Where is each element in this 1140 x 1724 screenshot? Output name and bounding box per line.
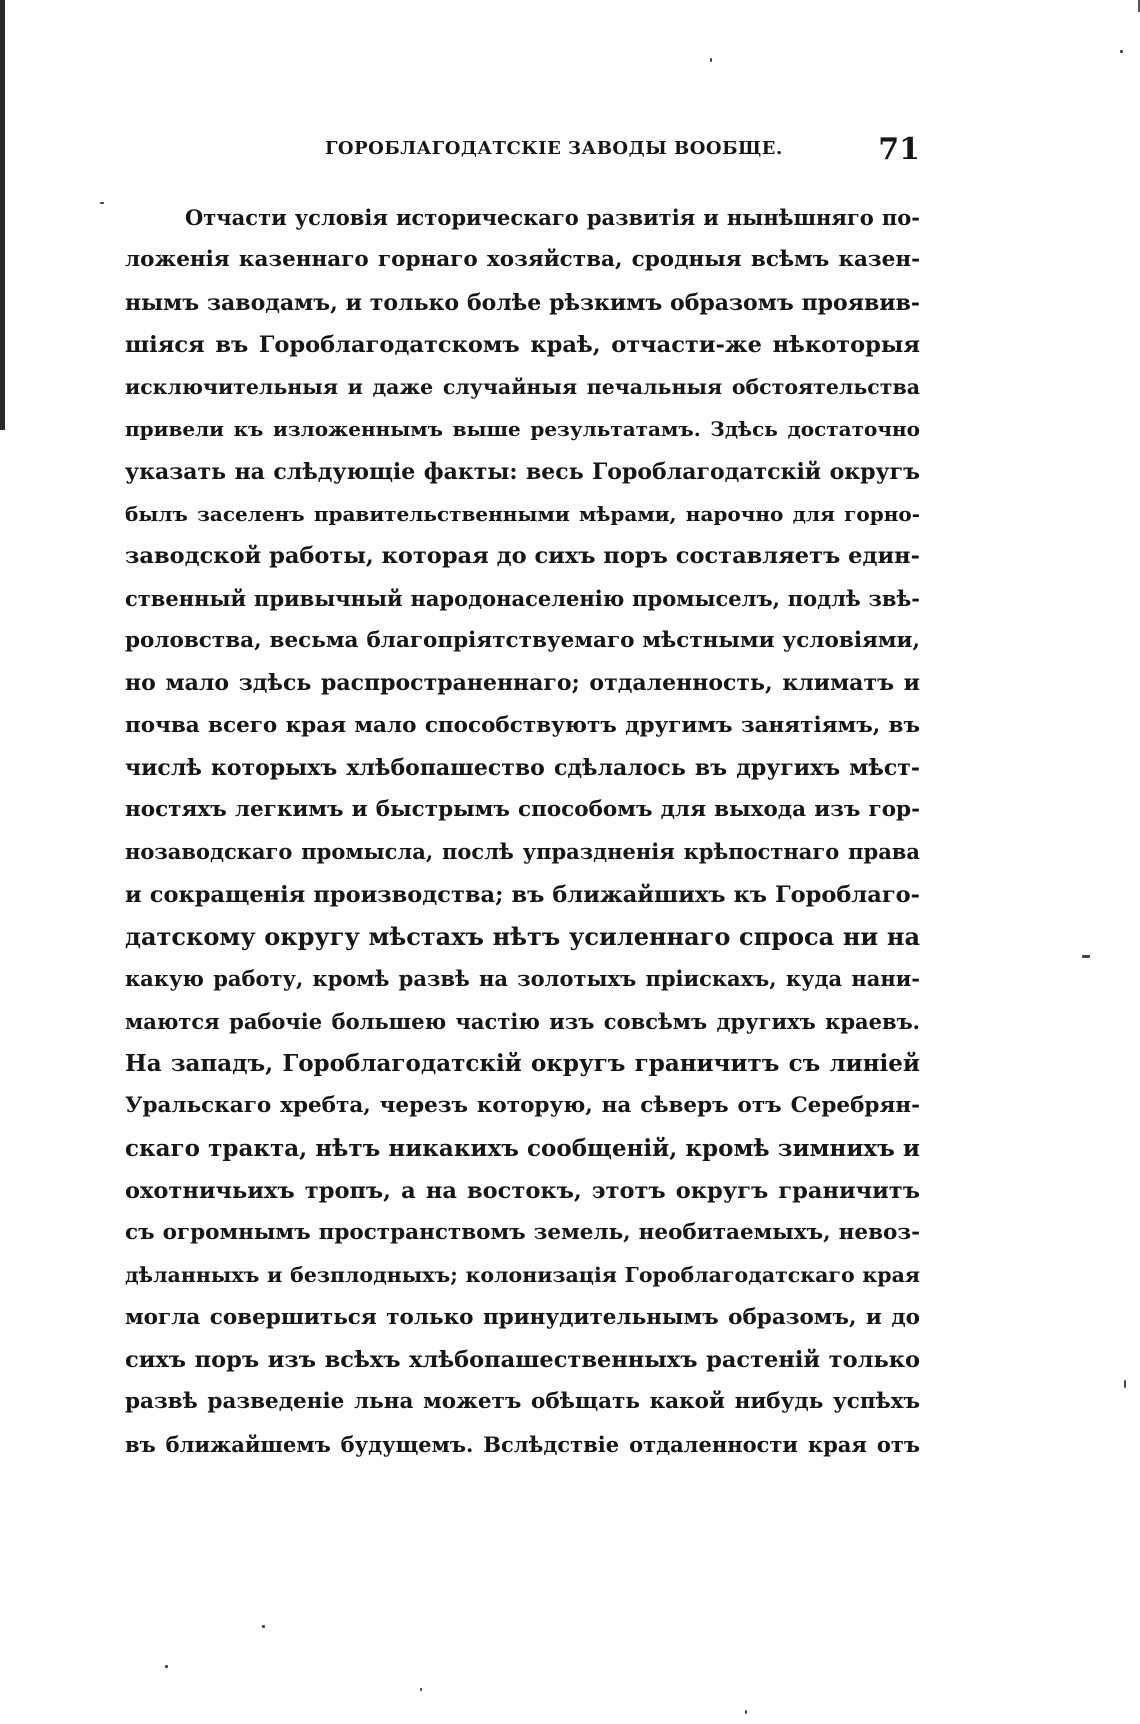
text-line: Уральскаго хребта, черезъ которую, на сѣверъ отъ Серебрян- [125, 1093, 920, 1119]
scan-speck [745, 1710, 747, 1714]
page-binding-edge [0, 0, 5, 430]
text-line: ложенія казеннаго горнаго хозяйства, сродныя всѣмъ казен- [125, 247, 920, 273]
text-line: и сокращенія производства; въ ближайшихъ къ Гороблаго- [125, 881, 920, 908]
text-line: въ ближайшемъ будущемъ. Вслѣдствіе отдаленности края отъ [125, 1431, 920, 1457]
running-title: ГОРОБЛАГОДАТСКІЕ ЗАВОДЫ ВООБЩЕ. [325, 138, 783, 159]
scan-speck [1120, 50, 1123, 53]
text-line: ственный привычный народонаселенію промыселъ, подлѣ звѣ- [125, 585, 920, 611]
text-line: нозаводскаго промысла, послѣ упраздненія крѣпостнаго права [125, 839, 920, 865]
text-line: заводской работы, которая до сихъ поръ составляетъ един- [125, 543, 920, 570]
text-line: шіяся въ Гороблагодатскомъ краѣ, отчасти-же нѣкоторыя [125, 331, 920, 358]
scan-speck [1082, 955, 1090, 958]
text-line: но мало здѣсь распространеннаго; отдаленность, климатъ и [125, 670, 920, 697]
text-line: охотничьихъ тропъ, а на востокъ, этотъ округъ граничитъ [125, 1177, 920, 1204]
scan-speck [420, 1688, 422, 1691]
text-line: Отчасти условія историческаго развитія и нынѣшняго по- [185, 205, 920, 230]
text-line: почва всего края мало способствуютъ другимъ занятіямъ, въ [125, 712, 920, 738]
text-line: нымъ заводамъ, и только болѣе рѣзкимъ образомъ проявив- [125, 289, 920, 316]
scan-speck [710, 58, 712, 62]
scan-speck [100, 202, 104, 204]
text-line: указать на слѣдующіе факты: весь Гороблагодатскій округъ [125, 458, 920, 485]
text-line: скаго тракта, нѣтъ никакихъ сообщеній, кромѣ зимнихъ и [125, 1134, 920, 1162]
text-line: исключительныя и даже случайныя печальныя обстоятельства [125, 375, 920, 400]
text-line: могла совершиться только принудительнымъ образомъ, и до [125, 1304, 920, 1330]
text-line: ностяхъ легкимъ и быстрымъ способомъ для выхода изъ гор- [125, 797, 920, 823]
text-line: сихъ поръ изъ всѣхъ хлѣбопашественныхъ растеній только [125, 1347, 920, 1374]
text-line: дѣланныхъ и безплодныхъ; колонизація Гороблагодатскаго края [125, 1263, 920, 1288]
text-line: маются рабочіе большею частію изъ совсѣмъ другихъ краевъ. [125, 1008, 920, 1034]
text-line: съ огромнымъ пространствомъ земель, необитаемыхъ, невоз- [125, 1220, 920, 1246]
text-line: датскому округу мѣстахъ нѣтъ усиленнаго спроса ни на [125, 922, 920, 952]
scan-speck [262, 1625, 265, 1628]
text-line: числѣ которыхъ хлѣбопашество сдѣлалось въ другихъ мѣст- [125, 754, 920, 781]
page-number: 71 [878, 132, 920, 167]
text-line: привели къ изложеннымъ выше результатамъ. Здѣсь достаточно [125, 417, 920, 442]
text-line: На западъ, Гороблагодатскій округъ граничитъ съ линіей [125, 1049, 920, 1077]
scan-speck [165, 1665, 168, 1668]
text-line: какую работу, кромѣ развѣ на золотыхъ пріискахъ, куда нани- [125, 966, 920, 992]
scan-speck [1124, 1380, 1126, 1388]
text-line: развѣ разведеніе льна можетъ обѣщать какой нибудь успѣхъ [125, 1389, 920, 1415]
running-header [125, 132, 920, 172]
text-line: роловства, весьма благопріятствуемаго мѣстными условіями, [125, 627, 920, 653]
text-line: былъ заселенъ правительственными мѣрами, нарочно для горно- [125, 502, 920, 527]
body-text [125, 197, 920, 1466]
